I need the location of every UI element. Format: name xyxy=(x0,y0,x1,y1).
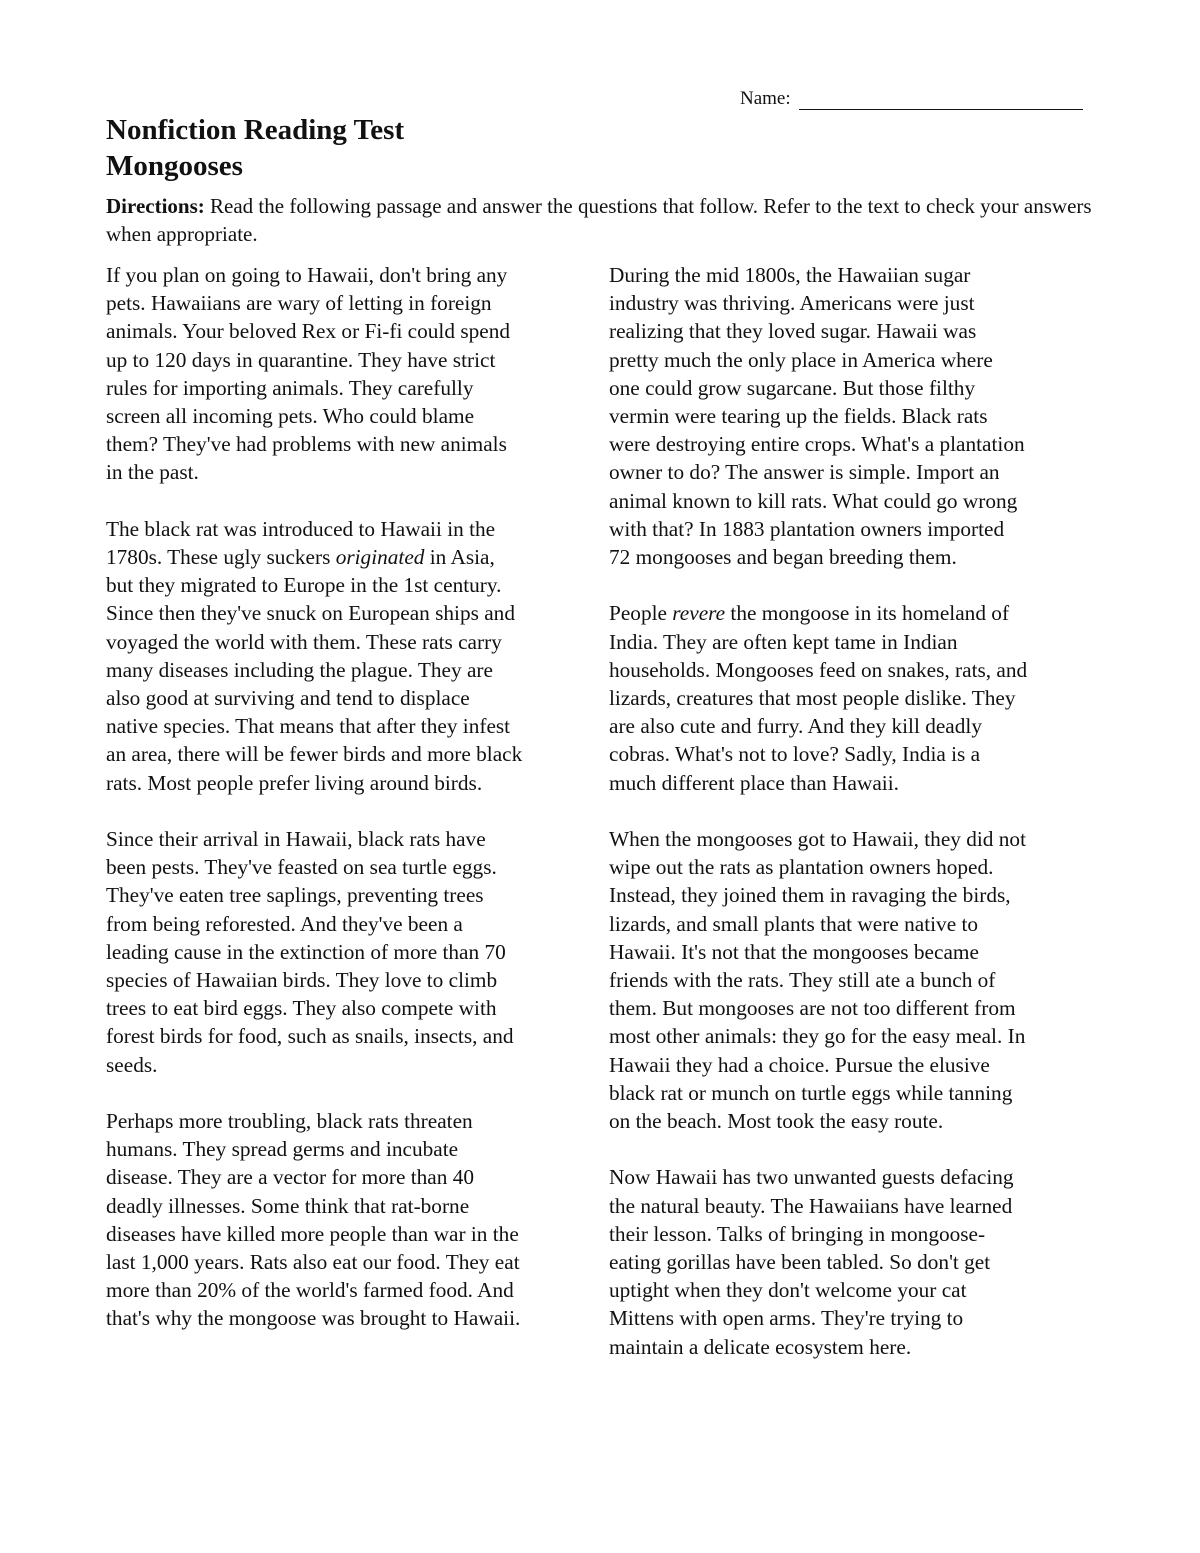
left-paragraph-1: If you plan on going to Hawaii, don't bring any pets. Hawaiians are wary of letting in foreign animals. Your beloved Rex or Fi-fi could spend up to 120 days in quarantine. They have strict rules for importing animals. They carefully screen all incoming pets. Who could blame them? They've had problems with new animals in the past. xyxy=(106,263,511,485)
title-line-1: Nonfiction Reading Test xyxy=(106,114,405,146)
name-label: Name: xyxy=(740,88,791,109)
right-paragraph-3: When the mongooses got to Hawaii, they did not wipe out the rats as plantation owners hoped. Instead, they joined them in ravaging the birds, lizards, and small plants that were native to Hawaii. It's not that the mongooses became friends with the rats. They still ate a bunch of them. But mongooses are not too different from most other animals: they go for the easy meal. In Hawaii they had a choice. Pursue the elusive black rat or munch on turtle eggs while tanning on the beach. Most took the easy route. xyxy=(609,827,1026,1134)
name-blank-line[interactable] xyxy=(799,91,1083,110)
right-column xyxy=(609,261,1097,1389)
directions-text: Read the following passage and answer the questions that follow. Refer to the text to check your answers when appropriate. xyxy=(106,194,1092,246)
right-paragraph-2 xyxy=(609,599,1097,796)
right-paragraph-1: During the mid 1800s, the Hawaiian sugar industry was thriving. Americans were just realizing that they loved sugar. Hawaii was pretty much the only place in America where one could grow sugarcane. But those filthy vermin were tearing up the fields. Black rats were destroying entire crops. What's a plantation owner to do? The answer is simple. Import an animal known to kill rats. What could go wrong with that? In 1883 plantation owners imported 72 mongooses and began breeding them. xyxy=(609,263,1025,570)
right-paragraph-4: Now Hawaii has two unwanted guests defacing the natural beauty. The Hawaiians have learned their lesson. Talks of bringing in mongoose- eating gorillas have been tabled. So don't get uptight when they don't welcome your cat Mittens with open arms. They're trying to maintain a delicate ecosystem here. xyxy=(609,1165,1014,1359)
right-paragraph-2-end: the mongoose in its homeland of India. They are often kept tame in Indian households. Mongooses feed on snakes, rats, and lizards, creatures that most people dislike. They are also cute and furry. And they kill deadly cobras. What's not to love? Sadly, India is a much different place than Hawaii. xyxy=(609,601,1028,795)
left-paragraph-2-start: The black rat was introduced to Hawaii in the 1780s. These ugly suckers xyxy=(106,516,496,570)
name-field xyxy=(740,88,1083,110)
directions xyxy=(106,192,1096,248)
left-paragraph-3: Since their arrival in Hawaii, black rats have been pests. They've feasted on sea turtle eggs. They've eaten tree saplings, preventing trees from being reforested. And they've been a leading cause in the extinction of more than 70 species of Hawaiian birds. They love to climb trees to eat bird eggs. They also compete with forest birds for food, such as snails, insects, and seeds. xyxy=(106,827,514,1077)
page-title xyxy=(106,112,404,184)
left-paragraph-2 xyxy=(106,515,594,797)
right-paragraph-2-start: People xyxy=(609,601,673,626)
title-line-2: Mongooses xyxy=(106,150,243,182)
directions-label: Directions: xyxy=(106,194,205,218)
left-paragraph-2-end: in Asia, but they migrated to Europe in the 1st century. Since then they've snuck on European ships and voyaged the world with them. These rats carry many diseases including the plague. They are also good at surviving and tend to displace native species. That means that after they infest an area, there will be fewer birds and more black rats. Most people prefer living around birds. xyxy=(106,545,523,795)
left-column xyxy=(106,261,594,1361)
vocab-word-originated: originated xyxy=(335,545,425,570)
vocab-word-revere: revere xyxy=(672,601,726,626)
left-paragraph-4: Perhaps more troubling, black rats threaten humans. They spread germs and incubate disease. They are a vector for more than 40 deadly illnesses. Some think that rat-borne diseases have killed more people than war in the last 1,000 years. Rats also eat our food. They eat more than 20% of the world's farmed food. And that's why the mongoose was brought to Hawaii. xyxy=(106,1109,521,1331)
